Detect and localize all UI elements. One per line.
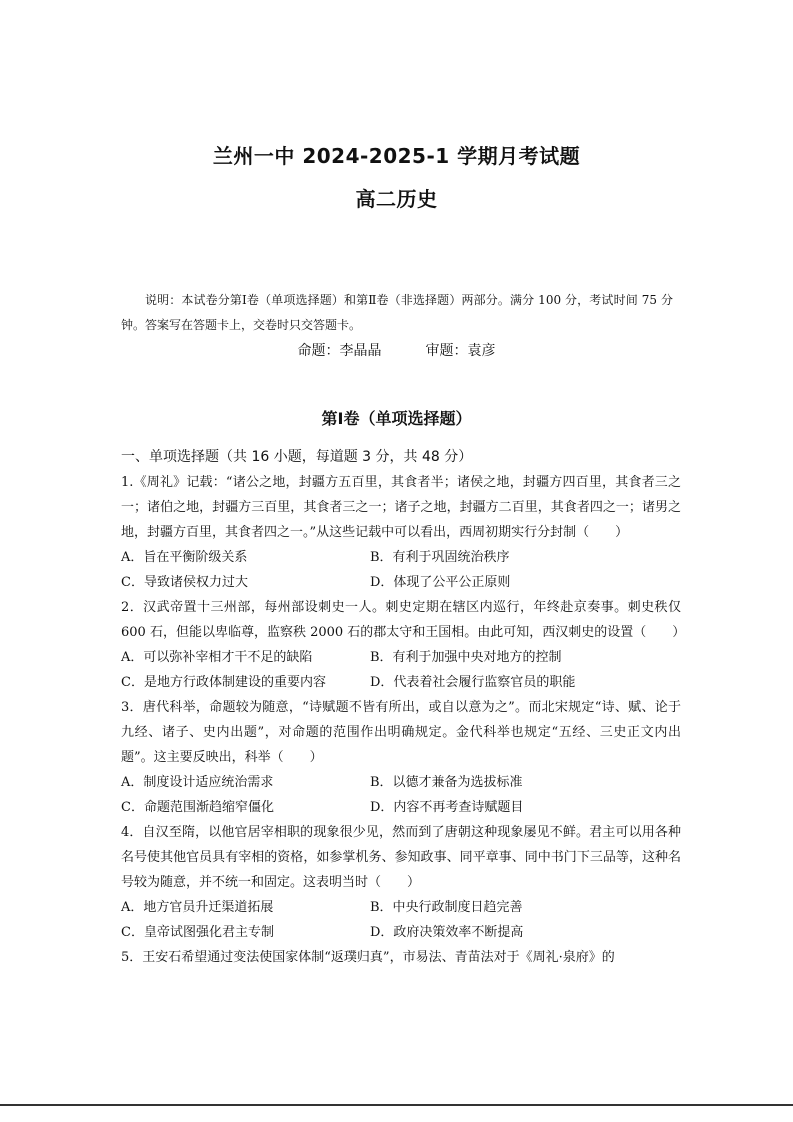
question-2-option-b: B．有利于加强中央对地方的控制 [370,650,562,665]
question-3-option-b: B．以德才兼备为选拔标准 [370,775,523,790]
question-1-options-row-2 [121,570,681,595]
question-4-options-row-2 [121,920,681,945]
exam-subject: 高二历史 [355,187,438,211]
question-2-stem: 2．汉武帝置十三州部，每州部设刺史一人。刺史定期在辖区内巡行，年终赴京奏事。刺史秩仅 600 石，但能以卑临尊，监察秩 2000 石的郡太守和王国相。由此可知，西汉刺史的设置（ ） [121,600,686,640]
question-1-option-d: D．体现了公平公正原则 [370,575,511,590]
part-heading: 一、单项选择题（共 16 小题，每道题 3 分，共 48 分） [121,449,473,465]
question-1-option-a: A．旨在平衡阶级关系 [121,550,248,565]
section-title: 第Ⅰ卷（单项选择题） [321,409,472,428]
question-3-options-row-1 [121,770,681,795]
question-2-options-row-2 [121,670,681,695]
question-2-option-a: A．可以弥补宰相才干不足的缺陷 [121,650,313,665]
question-4-options-row-1 [121,895,681,920]
question-reviewer: 审题：袁彦 [425,343,496,359]
page-bottom-rule [0,1104,793,1106]
authors-line [0,340,793,360]
question-4-option-d: D．政府决策效率不断提高 [370,925,524,940]
question-3-option-a: A．制度设计适应统治需求 [121,775,274,790]
question-3-option-d: D．内容不再考查诗赋题目 [370,800,524,815]
instructions: 说明：本试卷分第Ⅰ卷（单项选择题）和第Ⅱ卷（非选择题）两部分。满分 100 分，考试时间 75 分钟。答案写在答题卡上，交卷时只交答题卡。 [121,293,673,332]
question-4-option-a: A．地方官员升迁渠道拓展 [121,900,274,915]
question-2-option-d: D．代表着社会履行监察官员的职能 [370,675,576,690]
question-3-option-c: C．命题范围渐趋缩窄僵化 [121,800,274,815]
question-4-stem: 4．自汉至隋，以他官居宰相职的现象很少见，然而到了唐朝这种现象屡见不鲜。君主可以用各种名号使其他官员具有宰相的资格，如参掌机务、参知政事、同平章事、同中书门下三品等，这种名号较为随意，并不统一和固定。这表明当时（ ） [121,825,681,890]
question-4-option-c: C．皇帝试图强化君主专制 [121,925,274,940]
question-1-stem: 1.《周礼》记载：“诸公之地，封疆方五百里，其食者半；诸侯之地，封疆方四百里，其食者三之一；诸伯之地，封疆方三百里，其食者三之一；诸子之地，封疆方二百里，其食者四之一；诸男之地，封疆方百里，其食者四之一。”从这些记载中可以看出，西周初期实行分封制（ ） [121,475,681,540]
question-2-options-row-1 [121,645,681,670]
question-2-option-c: C．是地方行政体制建设的重要内容 [121,675,326,690]
question-5-stem: 5．王安石希望通过变法使国家体制“返璞归真”，市易法、青苗法对于《周礼·泉府》的 [121,950,615,965]
question-3-options-row-2 [121,795,681,820]
question-4-option-b: B．中央行政制度日趋完善 [370,900,523,915]
question-list [121,444,686,970]
question-3-stem: 3．唐代科举，命题较为随意，“诗赋题不皆有所出，或自以意为之”。而北宋规定“诗、赋、论于九经、诸子、史内出题”，对命题的范围作出明确规定。金代科举也规定“五经、三史正文内出题”。这主要反映出，科举（ ） [121,700,681,765]
question-1-options-row-1 [121,545,681,570]
question-1-option-b: B．有利于巩固统治秩序 [370,550,510,565]
question-1-option-c: C．导致诸侯权力过大 [121,575,248,590]
exam-title: 兰州一中 2024-2025-1 学期月考试题 [212,144,581,168]
question-setter: 命题：李晶晶 [297,343,382,359]
